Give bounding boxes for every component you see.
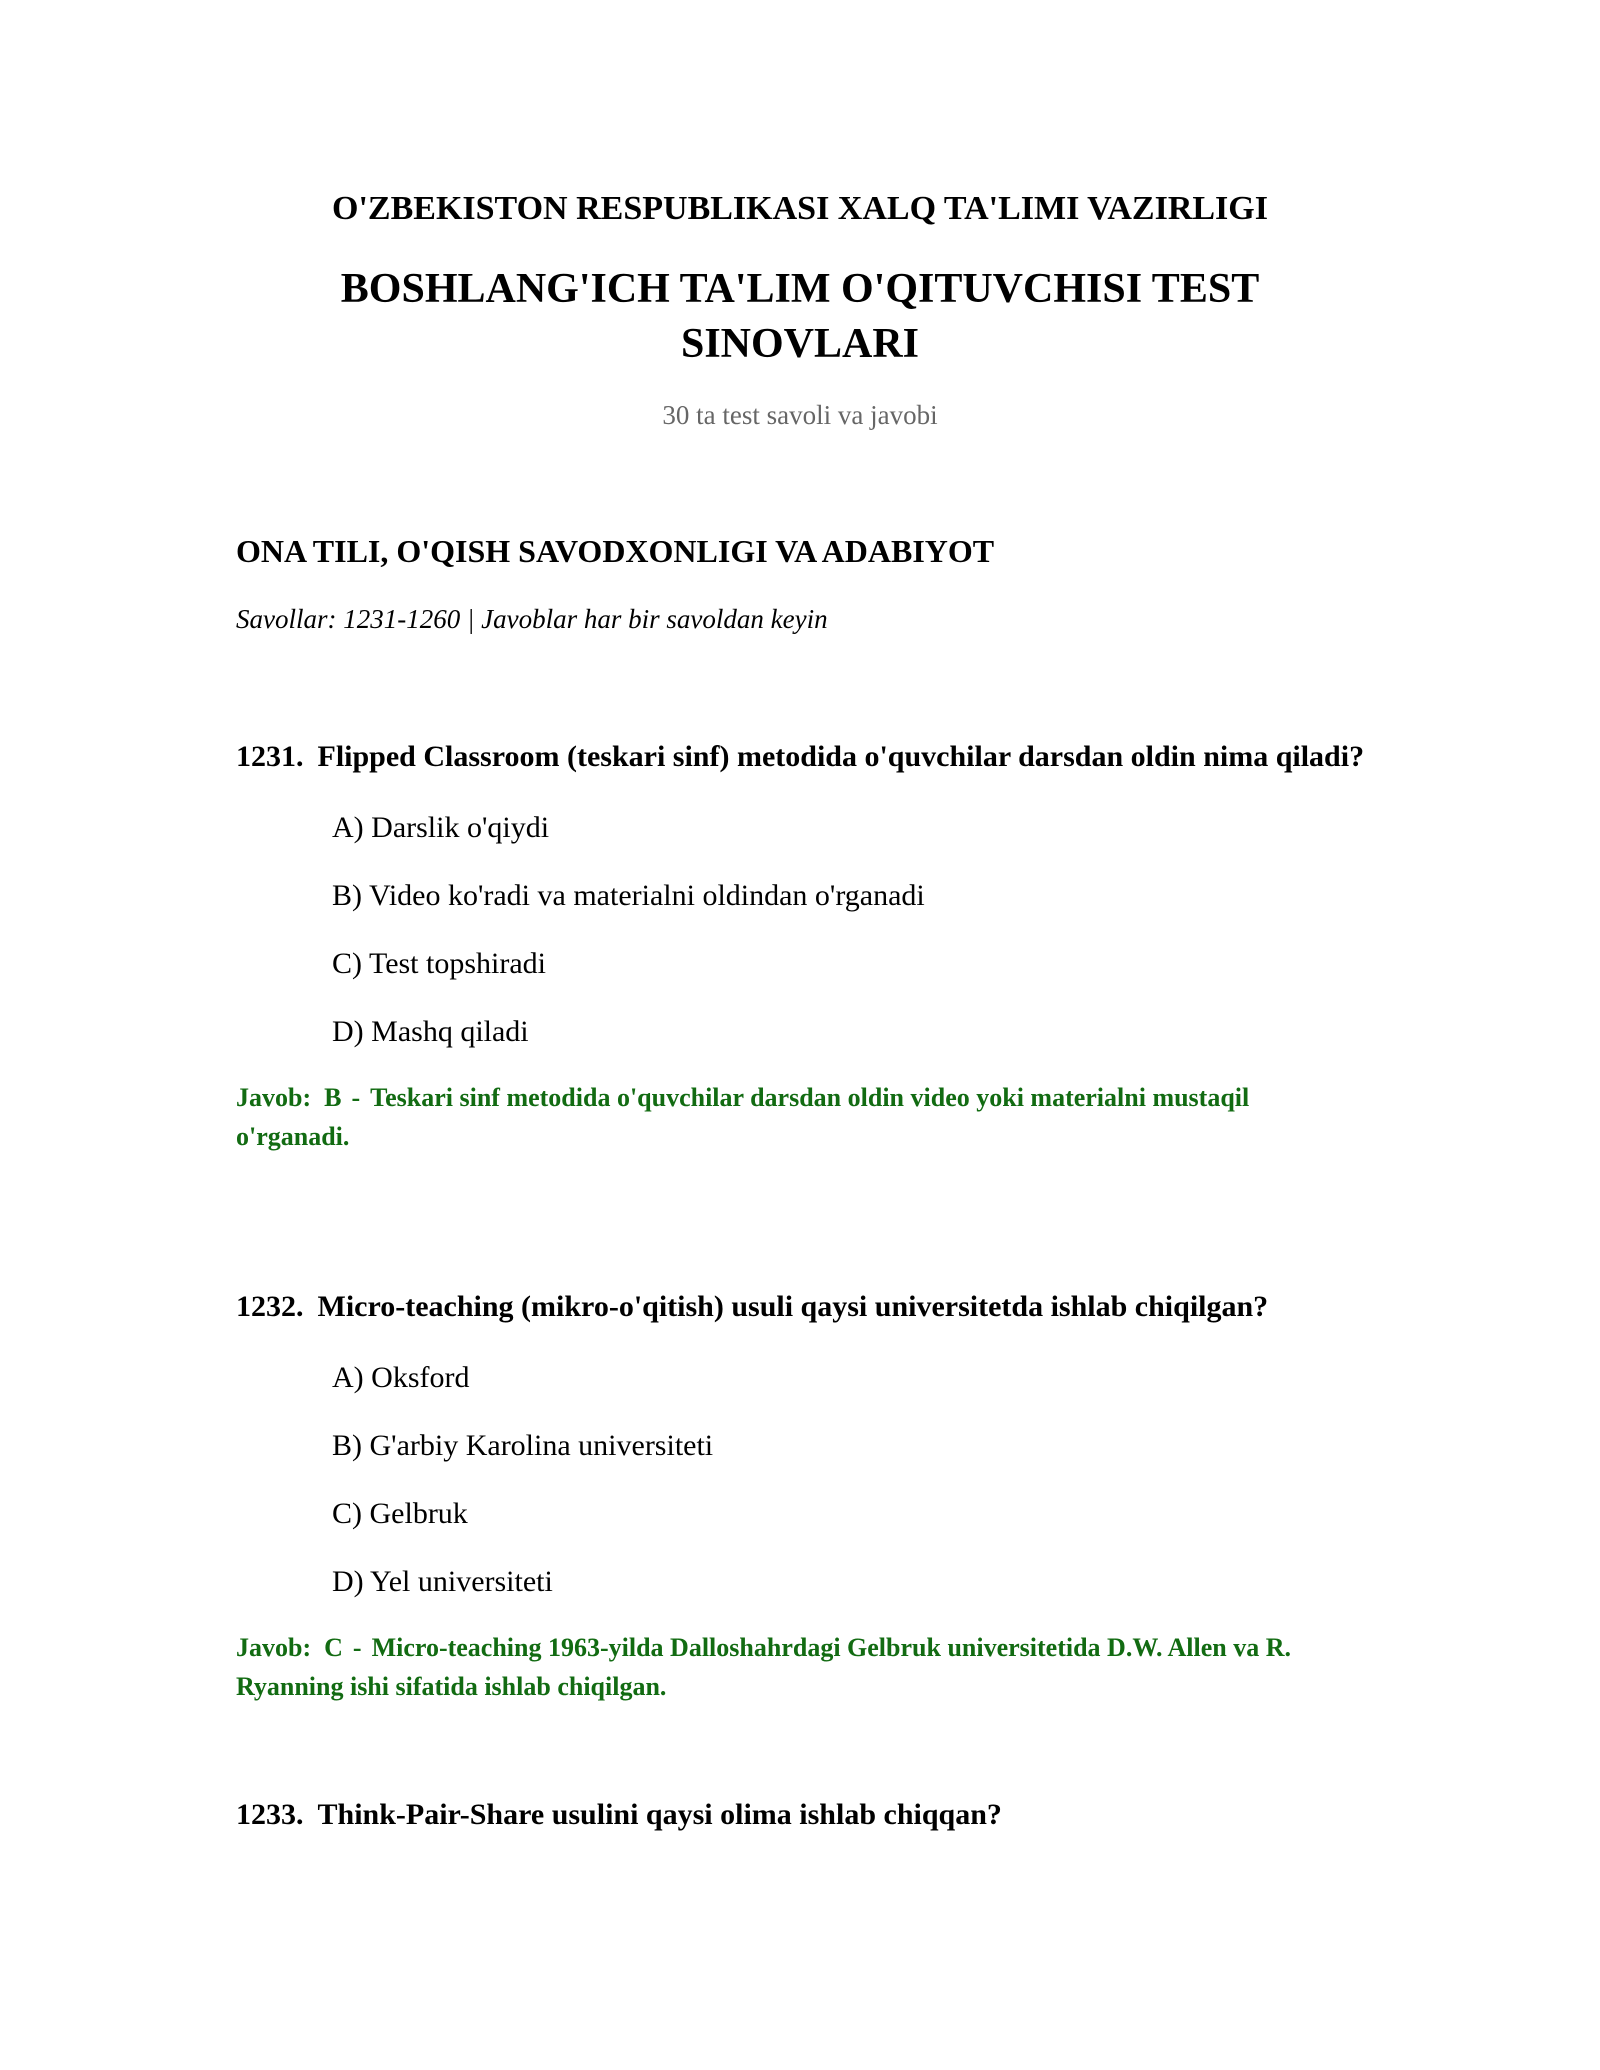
answer-label: Javob: bbox=[236, 1083, 312, 1112]
answer-separator: - bbox=[351, 1083, 361, 1112]
answer-explanation bbox=[236, 1628, 1366, 1706]
answer-options bbox=[236, 1360, 1366, 1600]
answer-text: Micro-teaching 1963-yilda Dalloshahrdagi Gelbruk universitetida D.W. Allen va R. Ryanning ishi sifatida ishlab chiqilgan. bbox=[236, 1633, 1292, 1701]
question-text bbox=[236, 736, 1366, 778]
section-meta: Savollar: 1231-1260 | Javoblar har bir savoldan keyin bbox=[236, 604, 828, 634]
answer-options bbox=[236, 810, 1366, 1050]
option-b: B) Video ko'radi va materialni oldindan o'rganadi bbox=[332, 879, 925, 912]
option-b: B) G'arbiy Karolina universiteti bbox=[332, 1429, 714, 1462]
question-prompt: Micro-teaching (mikro-o'qitish) usuli qaysi universitetda ishlab chiqilgan? bbox=[317, 1290, 1269, 1323]
ministry-heading: O'ZBEKISTON RESPUBLIKASI XALQ TA'LIMI VAZIRLIGI bbox=[332, 190, 1268, 227]
option-c: C) Test topshiradi bbox=[332, 947, 546, 980]
answer-separator: - bbox=[352, 1633, 362, 1662]
question-text bbox=[236, 1794, 1366, 1836]
question-1232 bbox=[236, 1286, 1366, 1706]
answer-text: Teskari sinf metodida o'quvchilar darsdan oldin video yoki materialni mustaqil o'rganadi. bbox=[236, 1083, 1250, 1151]
answer-letter: C bbox=[324, 1633, 343, 1662]
option-c: C) Gelbruk bbox=[332, 1497, 468, 1530]
question-number: 1232. bbox=[236, 1290, 304, 1323]
document-subtitle: 30 ta test savoli va javobi bbox=[662, 400, 938, 430]
answer-label: Javob: bbox=[236, 1633, 312, 1662]
option-d: D) Mashq qiladi bbox=[332, 1015, 529, 1048]
section-heading: ONA TILI, O'QISH SAVODXONLIGI VA ADABIYOT bbox=[236, 533, 995, 569]
question-number: 1231. bbox=[236, 740, 304, 773]
question-1231 bbox=[236, 736, 1366, 1156]
answer-letter: B bbox=[324, 1083, 342, 1112]
option-a: A) Darslik o'qiydi bbox=[332, 811, 550, 844]
question-text bbox=[236, 1286, 1366, 1328]
option-a: A) Oksford bbox=[332, 1361, 470, 1394]
option-d: D) Yel universiteti bbox=[332, 1565, 553, 1598]
question-prompt: Flipped Classroom (teskari sinf) metodida o'quvchilar darsdan oldin nima qiladi? bbox=[317, 740, 1365, 773]
answer-explanation bbox=[236, 1078, 1366, 1156]
question-1233 bbox=[236, 1794, 1366, 1836]
question-number: 1233. bbox=[236, 1798, 304, 1831]
document-title: BOSHLANG'ICH TA'LIM O'QITUVCHISI TEST SINOVLARI bbox=[340, 266, 1260, 367]
question-prompt: Think-Pair-Share usulini qaysi olima ishlab chiqqan? bbox=[317, 1798, 1002, 1831]
